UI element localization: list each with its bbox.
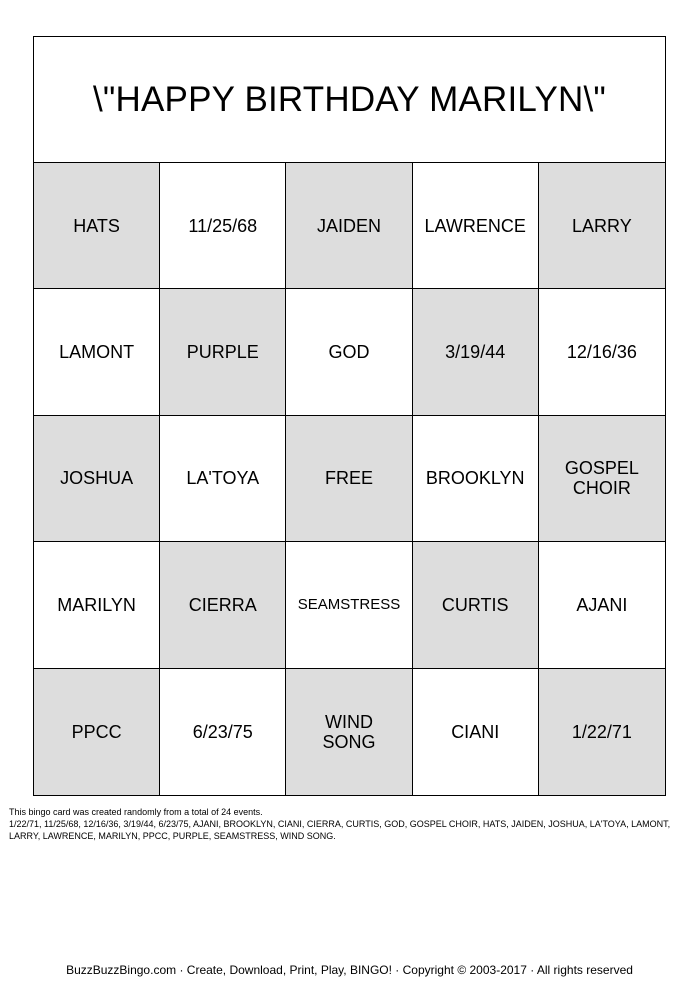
footnote-event-list: 1/22/71, 11/25/68, 12/16/36, 3/19/44, 6/23/75, AJANI, BROOKLYN, CIANI, CIERRA, CURTIS, GOD, GOSPEL CHOIR, HATS, JAIDEN, JOSHUA, LA'TOYA, LAMONT, LARRY, LAWRENCE, MARILYN, PPCC, PURPLE, SEAMSTRESS, WIND SONG. bbox=[9, 819, 671, 841]
bingo-cell: CURTIS bbox=[413, 542, 539, 668]
free-space-cell: FREE bbox=[286, 416, 412, 542]
card-footnote bbox=[9, 806, 691, 842]
footnote-summary: This bingo card was created randomly from a total of 24 events. bbox=[9, 807, 263, 817]
bingo-cell: HATS bbox=[34, 163, 160, 289]
bingo-cell: CIERRA bbox=[160, 542, 286, 668]
bingo-cell: JAIDEN bbox=[286, 163, 412, 289]
bingo-cell: 11/25/68 bbox=[160, 163, 286, 289]
bingo-cell: JOSHUA bbox=[34, 416, 160, 542]
bingo-cell: LARRY bbox=[539, 163, 665, 289]
bingo-cell: BROOKLYN bbox=[413, 416, 539, 542]
bingo-cell: 3/19/44 bbox=[413, 289, 539, 415]
bingo-cell: 6/23/75 bbox=[160, 669, 286, 795]
bingo-cell: GOD bbox=[286, 289, 412, 415]
bingo-cell: LAWRENCE bbox=[413, 163, 539, 289]
bingo-cell: GOSPEL CHOIR bbox=[539, 416, 665, 542]
card-title: \"HAPPY BIRTHDAY MARILYN\" bbox=[34, 37, 665, 163]
bingo-cell: LA'TOYA bbox=[160, 416, 286, 542]
bingo-cell: AJANI bbox=[539, 542, 665, 668]
bingo-card bbox=[33, 36, 666, 796]
bingo-cell: SEAMSTRESS bbox=[286, 542, 412, 668]
page-footer: BuzzBuzzBingo.com · Create, Download, Print, Play, BINGO! · Copyright © 2003-2017 · All rights reserved bbox=[66, 963, 633, 977]
bingo-grid bbox=[34, 163, 665, 795]
bingo-cell: 12/16/36 bbox=[539, 289, 665, 415]
bingo-cell: LAMONT bbox=[34, 289, 160, 415]
bingo-cell: PPCC bbox=[34, 669, 160, 795]
bingo-cell: CIANI bbox=[413, 669, 539, 795]
bingo-cell: WIND SONG bbox=[286, 669, 412, 795]
bingo-cell: PURPLE bbox=[160, 289, 286, 415]
bingo-cell: MARILYN bbox=[34, 542, 160, 668]
bingo-cell: 1/22/71 bbox=[539, 669, 665, 795]
